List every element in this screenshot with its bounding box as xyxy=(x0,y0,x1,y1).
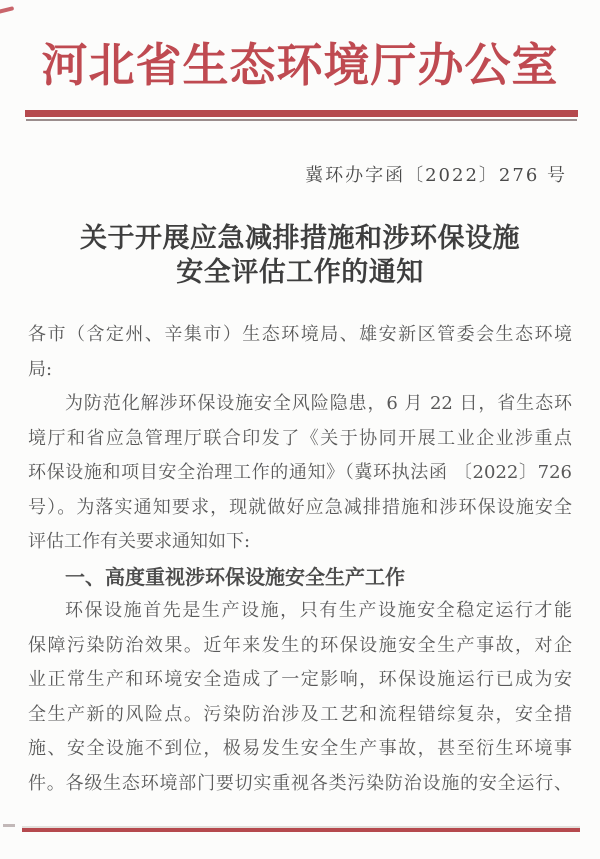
document-title xyxy=(0,222,600,290)
body-line: 为防范化解涉环保设施安全风险隐患，6 月 22 日，省生态环 xyxy=(65,393,572,414)
body-line: 环保设施首先是生产设施，只有生产设施安全稳定运行才能 xyxy=(65,600,572,621)
body-line: 全生产新的风险点。污染防治涉及工艺和流程错综复杂，安全措 xyxy=(28,703,572,725)
body-line: 件。各级生态环境部门要切实重视各类污染防治设施的安全运行、 xyxy=(28,772,572,794)
document-title-line2: 安全评估工作的通知 xyxy=(176,257,424,288)
body-line: 业正常生产和环境安全造成了一定影响，环保设施运行已成为安 xyxy=(28,669,572,690)
body-line: 各市（含定州、辛集市）生态环境局、雄安新区管委会生态环境 xyxy=(28,324,572,345)
header-divider-thick xyxy=(25,110,578,117)
scan-artifact-mark xyxy=(0,6,14,14)
body-line: 局: xyxy=(28,358,53,380)
body-line: 保障污染防治效果。近年来发生的环保设施安全生产事故，对企 xyxy=(28,634,572,656)
body-line: 号）。为落实通知要求，现就做好应急减排措施和涉环保设施安全 xyxy=(28,496,572,518)
document-number: 冀环办字函〔2022〕276 号 xyxy=(305,165,567,186)
section-heading: 一、高度重视涉环保设施安全生产工作 xyxy=(65,564,405,589)
body-line: 环保设施和项目安全治理工作的通知》（冀环执法函 〔2022〕726 xyxy=(28,462,572,483)
header-divider-thin xyxy=(26,119,577,121)
document-body xyxy=(28,318,572,801)
footer-divider xyxy=(22,828,580,832)
document-title-line1: 关于开展应急减排措施和涉环保设施 xyxy=(80,223,520,254)
body-line: 施、安全设施不到位，极易发生安全生产事故，甚至衍生环境事 xyxy=(28,738,572,759)
footer-edge-mark xyxy=(3,824,15,827)
body-line: 评估工作有关要求通知如下: xyxy=(28,531,251,552)
issuing-office-masthead: 河北省生态环境厅办公室 xyxy=(41,38,559,92)
body-line: 境厅和省应急管理厅联合印发了《关于协同开展工业企业涉重点 xyxy=(28,427,572,449)
